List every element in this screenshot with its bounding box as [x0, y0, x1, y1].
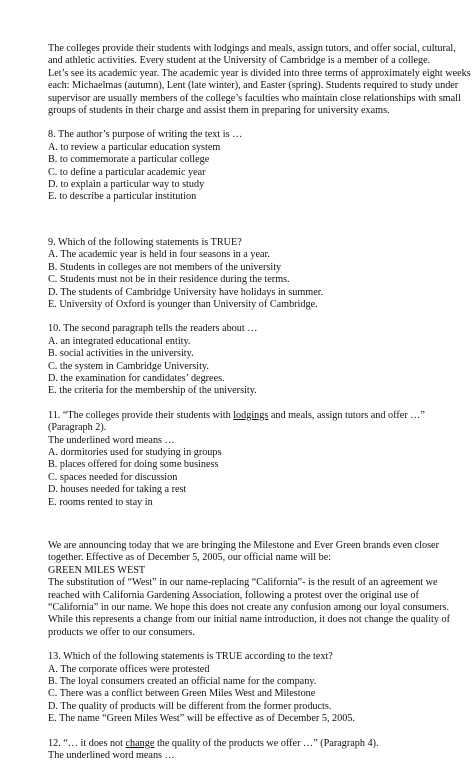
question-stem: 13. Which of the following statements is TRUE according to the text?	[48, 651, 333, 663]
answer-option: D. The students of Cambridge University have holidays in summer.	[48, 286, 324, 298]
question-stem-line: The underlined word means …	[48, 750, 175, 762]
question-13	[48, 651, 448, 725]
answer-option: A. an integrated educational entity.	[48, 335, 191, 347]
passage-line: and athletic activities. Every student at the University of Cambridge is a member of a college.	[48, 55, 431, 67]
answer-option: B. to commemorate a particular college	[48, 154, 210, 166]
answer-option: C. the system in Cambridge University.	[48, 360, 209, 372]
passage-line: We are announcing today that we are bringing the Milestone and Ever Green brands even closer	[48, 540, 439, 551]
spacer	[48, 204, 448, 237]
answer-option: D. the examination for candidates’ degrees.	[48, 372, 225, 384]
question-stem-line: The underlined word means …	[48, 434, 175, 446]
spacer	[48, 311, 448, 323]
passage-green-miles	[48, 540, 451, 639]
answer-option: A. The academic year is held in four seasons in a year.	[48, 249, 270, 261]
passage-line: GREEN MILES WEST	[48, 564, 146, 576]
answer-option: C. spaces needed for discussion	[48, 471, 178, 483]
passage-line: The colleges provide their students with lodgings and meals, assign tutors, and offer social, cultural,	[48, 43, 456, 54]
stem-text: and meals, assign tutors and offer …”	[268, 409, 425, 421]
spacer	[48, 509, 448, 540]
answer-option: E. University of Oxford is younger than University of Cambridge.	[48, 298, 318, 310]
question-stem: 10. The second paragraph tells the readers about …	[48, 323, 258, 335]
answer-option: C. to define a particular academic year	[48, 166, 206, 178]
answer-option: B. The loyal consumers created an official name for the company.	[48, 676, 317, 688]
underlined-word: lodgings	[233, 409, 269, 421]
question-stem	[48, 410, 448, 422]
spacer	[48, 726, 448, 738]
passage-line: reached with California Gardening Association, following a protest over the original use of	[48, 589, 419, 601]
spacer	[48, 117, 448, 129]
passage-line: products we offer to our consumers.	[48, 626, 195, 638]
question-8	[48, 129, 448, 203]
question-stem: 8. The author’s purpose of writing the text is …	[48, 129, 243, 141]
answer-option: A. dormitories used for studying in groups	[48, 446, 222, 458]
stem-text: the quality of the products we offer …” (Paragraph 4).	[154, 737, 379, 749]
underlined-word: change	[125, 737, 155, 749]
passage-line: each: Michaelmas (autumn), Lent (late winter), and Easter (spring). Students required to study under	[48, 80, 459, 92]
answer-option: D. to explain a particular way to study	[48, 179, 205, 191]
question-stem-line: (Paragraph 2).	[48, 422, 107, 434]
passage-line: “California” in our name. We hope this does not create any confusion among our loyal consumers.	[48, 602, 450, 614]
passage-line: Let’s see its academic year. The academic year is divided into three terms of approximately eight weeks	[48, 67, 471, 79]
spacer	[48, 639, 448, 651]
passage-line: groups of students in their charge and assist them in preparing for university exams.	[48, 105, 390, 117]
answer-option: A. The corporate offices were protested	[48, 663, 210, 675]
stem-text: 12. “… it does not	[48, 737, 126, 749]
answer-option: C. There was a conflict between Green Miles West and Milestone	[48, 688, 316, 700]
answer-option: A. to review a particular education system	[48, 141, 221, 153]
answer-option: B. places offered for doing some business	[48, 459, 219, 471]
stem-text: 11. “The colleges provide their students with	[48, 409, 234, 421]
answer-option: E. rooms rented to stay in	[48, 496, 153, 508]
answer-option: E. The name “Green Miles West” will be effective as of December 5, 2005.	[48, 713, 355, 725]
spacer	[48, 398, 448, 410]
question-9	[48, 237, 448, 311]
answer-option: D. The quality of products will be different from the former products.	[48, 700, 332, 712]
answer-option: B. social activities in the university.	[48, 348, 194, 360]
answer-option: B. Students in colleges are not members of the university	[48, 261, 282, 273]
question-stem	[48, 738, 448, 750]
passage-line: supervisor are usually members of the college’s faculties who maintain close relationships with small	[48, 92, 461, 104]
passage-line: The substitution of “West” in our name-replacing “California”- is the result of an agreement we	[48, 577, 438, 589]
question-10	[48, 323, 448, 397]
passage-cambridge	[48, 43, 471, 117]
answer-option: E. the criteria for the membership of the university.	[48, 385, 257, 397]
document-page	[48, 43, 471, 763]
answer-option: E. to describe a particular institution	[48, 191, 197, 203]
passage-line: together. Effective as of December 5, 2005, our official name will be:	[48, 552, 332, 564]
question-11	[48, 410, 448, 509]
answer-option: D. houses needed for taking a rest	[48, 484, 187, 496]
question-12	[48, 738, 448, 763]
question-stem: 9. Which of the following statements is TRUE?	[48, 236, 242, 248]
passage-line: While this represents a change from our initial name introduction, it does not change the quality of	[48, 614, 451, 626]
answer-option: C. Students must not be in their residence during the terms.	[48, 274, 290, 286]
